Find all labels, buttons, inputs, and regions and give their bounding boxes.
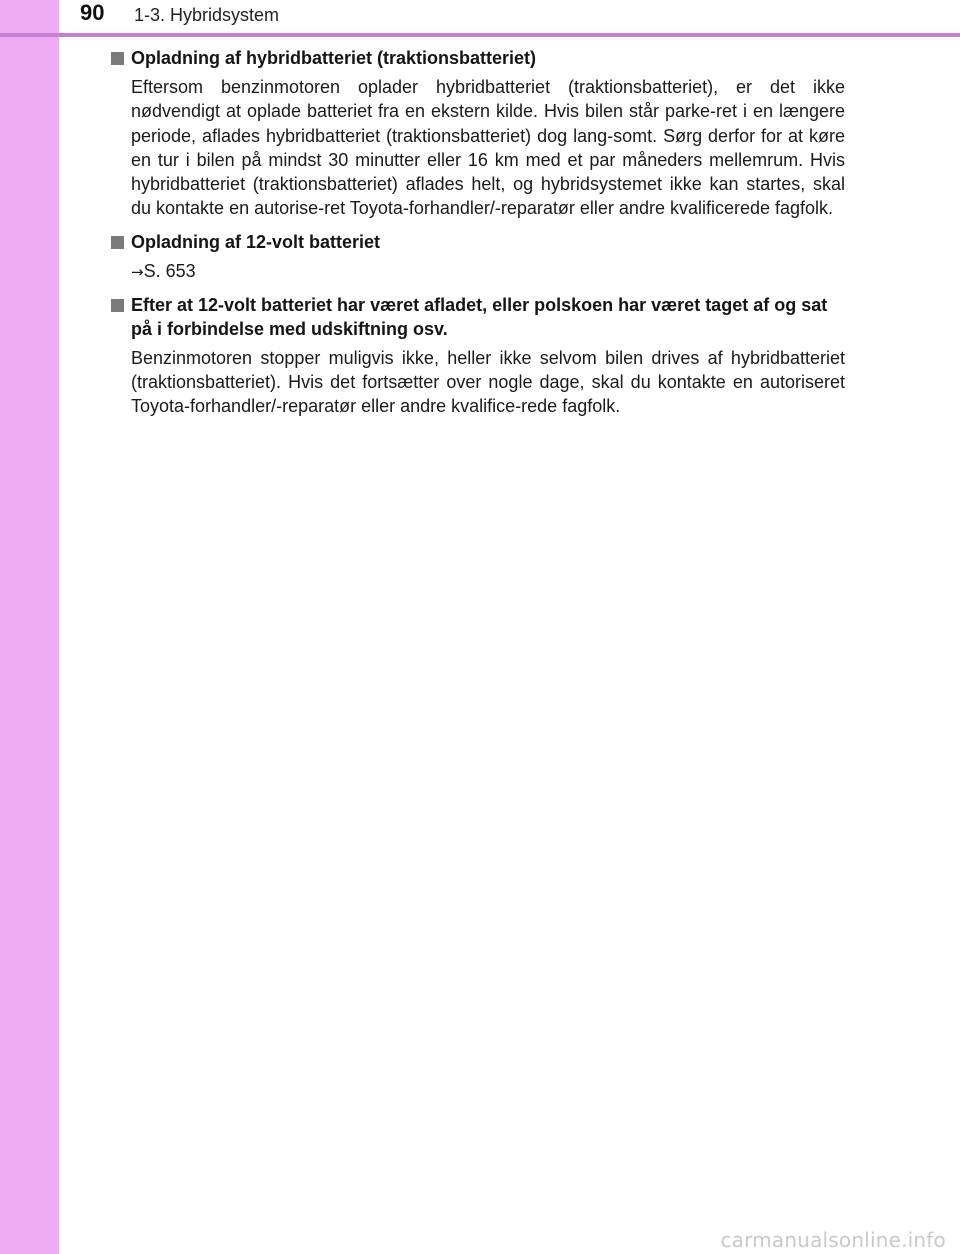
page-reference: [110, 259, 845, 284]
section-body-after-12v-discharge: Benzinmotoren stopper muligvis ikke, heller ikke selvom bilen drives af hybridbatteriet (traktionsbatteriet). Hvis det fortsætter over nogle dage, skal du kontakte en autoriseret Toyota-forhandler/-reparatør eller andre kvalifice-rede fagfolk.: [131, 347, 845, 417]
square-bullet-icon: [111, 299, 124, 312]
square-bullet-icon: [111, 236, 124, 249]
section-body-charging-hybrid-battery: Eftersom benzinmotoren oplader hybridbatteriet (traktionsbatteriet), er det ikke nødvendigt at oplade batteriet fra en ekstern kilde. Hvis bilen står parke-ret i en længere periode, aflades hybridbatteriet (traktionsbatteriet) dog lang-somt. Sørg derfor for at køre en tur i bilen på mindst 30 minutter eller 16 km med et par måneders mellemrum. Hvis hybridbatteriet (traktionsbatteriet) aflades helt, og hybridsystemet ikke kan startes, skal du kontakte en autorise-ret Toyota-forhandler/-reparatør eller andre kvalificerede fagfolk.: [131, 77, 845, 219]
page-number: 90: [80, 0, 105, 25]
header-rule: [0, 33, 960, 37]
side-color-band: [0, 0, 59, 1254]
page-reference-link[interactable]: S. 653: [143, 260, 196, 281]
arrow-right-icon: →: [131, 262, 144, 281]
heading-text: Opladning af 12-volt batteriet: [131, 231, 381, 252]
heading-text: Efter at 12-volt batteriet har været afladet, eller polskoen har været taget af og sat på i forbindelse med udskiftning osv.: [131, 294, 828, 339]
section-heading-after-12v-discharge: [110, 293, 845, 341]
watermark: carmanualsonline.info: [720, 1228, 946, 1252]
page-content: [110, 46, 845, 419]
section-heading-charging-hybrid-battery: [110, 46, 845, 70]
heading-text: Opladning af hybridbatteriet (traktionsbatteriet): [131, 48, 537, 68]
square-bullet-icon: [111, 52, 124, 65]
section-title: 1-3. Hybridsystem: [134, 5, 280, 25]
section-heading-charging-12v-battery: [110, 230, 845, 254]
